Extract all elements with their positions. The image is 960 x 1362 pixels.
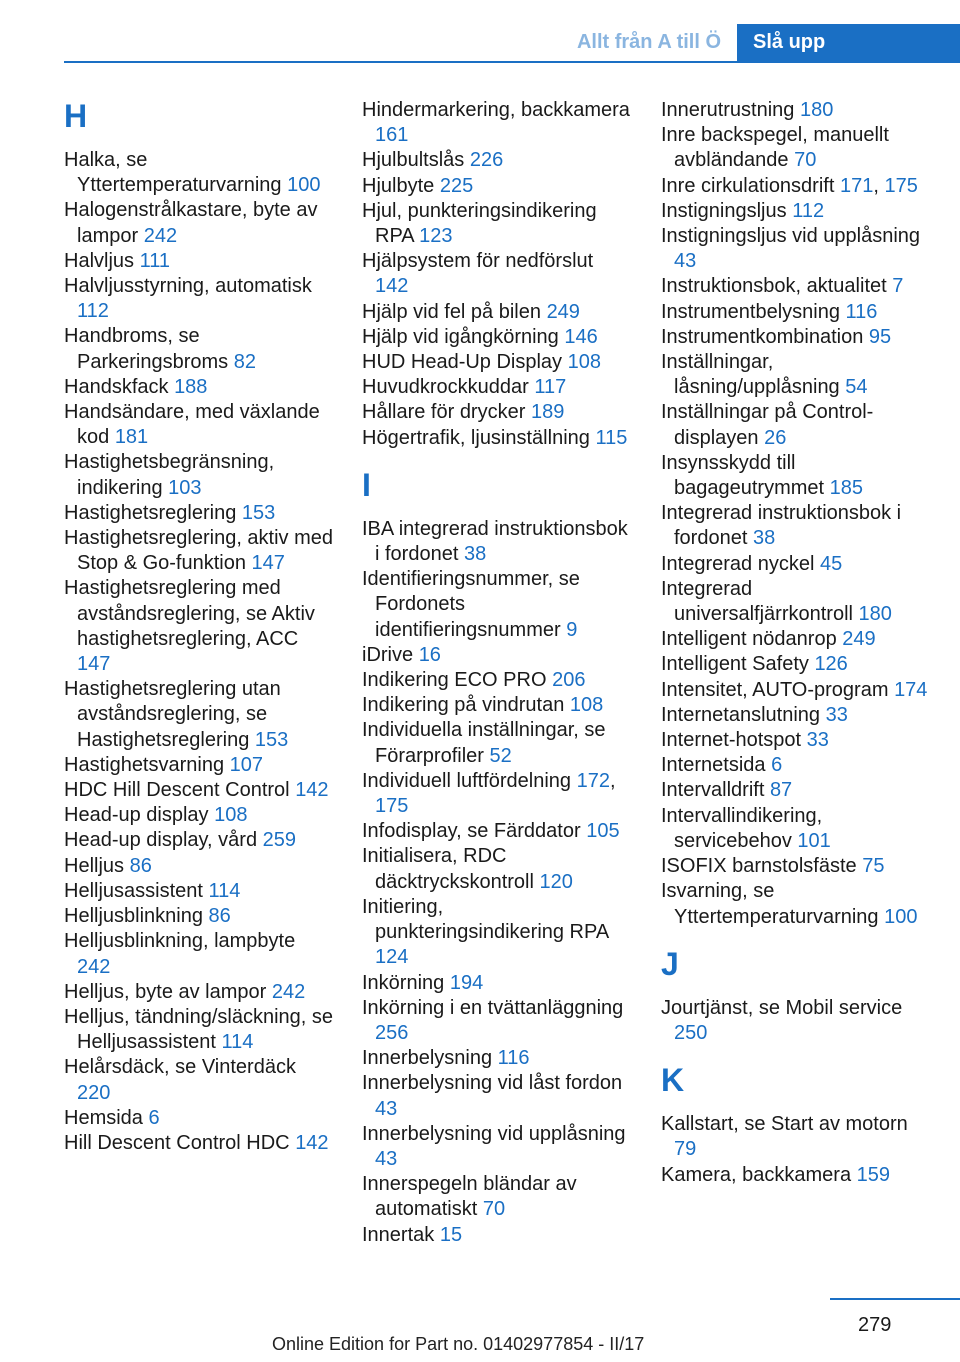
- page-link[interactable]: 100: [287, 174, 321, 197]
- page-link[interactable]: 16: [418, 643, 441, 666]
- index-entry-text: Inre cirkulationsdrift: [661, 174, 835, 197]
- page-link[interactable]: 45: [819, 552, 843, 575]
- index-entry-text: Hindermarkering, backkamera: [362, 99, 630, 121]
- index-entry: [64, 274, 334, 324]
- page-link[interactable]: 38: [752, 527, 776, 550]
- index-entry: [661, 627, 931, 652]
- page-link[interactable]: 79: [674, 1138, 697, 1161]
- index-entry-text: Innerspegeln bländar av automatiskt: [362, 1173, 577, 1221]
- page-link[interactable]: 103: [168, 476, 202, 499]
- page-link[interactable]: 225: [439, 174, 474, 197]
- section-tab[interactable]: Allt från A till Ö: [563, 24, 735, 61]
- page-link[interactable]: 33: [806, 729, 829, 752]
- index-entry-text: IBA integrerad instruktionsbok i fordonet: [362, 517, 628, 566]
- index-entry-text: Hastighetsvarning: [64, 753, 225, 776]
- index-entry: Inre cirkulationsdrift 171, 175: [661, 174, 918, 197]
- page-link[interactable]: 147: [77, 653, 111, 676]
- index-entry: [661, 274, 931, 299]
- page-link[interactable]: 126: [814, 653, 848, 676]
- index-entry-text: Innerbelysning vid upplåsning: [362, 1122, 626, 1145]
- index-entry-text: Inkörning: [362, 971, 445, 994]
- index-entry: [661, 778, 931, 803]
- page-link[interactable]: 180: [799, 99, 834, 121]
- page-link[interactable]: 142: [375, 275, 409, 298]
- index-entry-text: Internet-hotspot: [661, 729, 802, 752]
- index-entry: [362, 249, 632, 299]
- page-link[interactable]: 112: [77, 300, 109, 323]
- index-entry: [64, 1055, 334, 1105]
- index-entry: [362, 1071, 632, 1121]
- index-entry-text: ISOFIX barnstolsfäste: [661, 855, 857, 878]
- index-letter-heading: K: [661, 1062, 685, 1099]
- index-entry-text: Internetsida: [661, 754, 766, 777]
- index-entry: [362, 174, 632, 199]
- index-entry-text: Integrerad instruktionsbok i fordonet: [661, 502, 902, 550]
- index-entry: [64, 324, 334, 374]
- index-entry-text: Intervalldrift: [661, 779, 765, 802]
- index-entry: [362, 643, 632, 668]
- index-entry-text: Inkörning i en tvättanläggning: [362, 996, 624, 1019]
- index-entry-text: Hållare för drycker: [362, 401, 526, 424]
- index-entry-text: Hjulbyte: [362, 174, 435, 197]
- page-link[interactable]: 159: [856, 1163, 891, 1186]
- index-entry: [64, 1131, 334, 1156]
- index-entry: [661, 224, 931, 274]
- index-entry: [64, 753, 334, 778]
- page-link[interactable]: 171: [839, 174, 874, 197]
- page-link[interactable]: 75: [862, 855, 885, 878]
- index-entry: [362, 148, 632, 173]
- page-link[interactable]: 259: [262, 829, 297, 852]
- index-entry-text: HDC Hill Descent Control: [64, 779, 290, 802]
- index-entry-text: Inställningar på Control-displayen: [661, 401, 874, 449]
- index-entry-text: Innerutrustning: [661, 99, 795, 121]
- page-link[interactable]: 38: [463, 543, 487, 566]
- page-link[interactable]: 105: [586, 820, 620, 843]
- index-entry: [661, 350, 931, 400]
- page-link[interactable]: 100: [884, 905, 918, 928]
- index-entry: [362, 819, 632, 844]
- index-entry-text: Helljusblinkning, lampbyte: [64, 930, 296, 953]
- index-entry: [661, 98, 931, 123]
- index-entry-text: Innertak: [362, 1223, 435, 1246]
- page-link[interactable]: 181: [114, 426, 149, 449]
- index-entry-text: Integrerad universalfjärrkontroll: [661, 577, 853, 626]
- index-entry-text: iDrive: [362, 643, 414, 666]
- page-link[interactable]: 180: [858, 603, 892, 626]
- index-letter-heading: I: [362, 466, 371, 503]
- page-link[interactable]: 86: [208, 905, 231, 928]
- page-link[interactable]: 114: [208, 879, 241, 902]
- page-link[interactable]: 242: [271, 980, 306, 1003]
- index-column-1: [64, 98, 334, 1156]
- index-entry-text: Hastighetsreglering: [64, 501, 237, 524]
- index-entry-text: Indikering på vindrutan: [362, 694, 565, 717]
- index-entry-text: Instrumentbelysning: [661, 300, 840, 323]
- index-entry: [661, 753, 931, 778]
- index-entry-text: Högertrafik, ljusinställning: [362, 426, 590, 449]
- index-entry-text: Hjälp vid fel på bilen: [362, 300, 541, 323]
- page-number: 279: [858, 1314, 892, 1336]
- index-entry-text: Halvljus: [64, 249, 135, 272]
- index-entry: [64, 929, 334, 979]
- index-entry: [661, 854, 931, 879]
- page-link[interactable]: 82: [233, 350, 256, 373]
- index-entry-text: Insynsskydd till bagageutrymmet: [661, 451, 825, 500]
- index-column-3: [661, 98, 931, 1188]
- index-entry-text: Initiering, punkteringsindikering RPA: [362, 895, 609, 944]
- page-link[interactable]: 33: [825, 703, 848, 726]
- index-entry: [362, 996, 632, 1046]
- page-link[interactable]: 87: [769, 779, 793, 802]
- lookup-tab[interactable]: Slå upp: [737, 24, 960, 61]
- index-entry-text: Intervallindikering, servicebehov: [661, 804, 823, 852]
- page-link[interactable]: 26: [764, 426, 787, 449]
- index-entry: [661, 451, 931, 501]
- page-link[interactable]: 226: [469, 149, 504, 172]
- page-link[interactable]: 108: [214, 804, 248, 827]
- index-entry-text: Handbroms, se Parkeringsbroms: [64, 325, 229, 373]
- index-entry: [64, 501, 334, 526]
- index-entry: [362, 517, 632, 567]
- index-entry: [64, 854, 334, 879]
- index-entry-text: Hastighetsbegränsning, indikering: [64, 451, 275, 499]
- page-link[interactable]: 249: [842, 628, 876, 651]
- page-link[interactable]: 111: [139, 249, 170, 272]
- page-link[interactable]: 95: [868, 325, 892, 348]
- page-link[interactable]: 194: [449, 971, 484, 994]
- index-entry-text: Helljusblinkning: [64, 905, 203, 928]
- index-entry-text: Individuella inställningar, se Förarprofiler: [362, 719, 606, 767]
- footer-rule: [830, 1298, 960, 1300]
- index-entry: [362, 1223, 632, 1248]
- index-entry: [64, 375, 334, 400]
- index-entry-text: Intelligent Safety: [661, 653, 809, 676]
- index-entry: [661, 400, 931, 450]
- index-entry: [661, 123, 931, 173]
- index-column-2: [362, 98, 632, 1248]
- index-entry: [661, 501, 931, 551]
- index-entry-text: Halka, se Yttertemperaturvarning: [64, 149, 282, 197]
- page-link[interactable]: 108: [567, 351, 601, 374]
- page-link[interactable]: 161: [375, 124, 409, 147]
- index-entry-text: Instigningsljus: [661, 199, 787, 222]
- index-entry: [661, 678, 931, 703]
- index-entry: [362, 350, 632, 375]
- page-link[interactable]: 115: [595, 426, 628, 449]
- index-entry: [64, 778, 334, 803]
- index-entry-text: Hjälpsystem för nedförslut: [362, 250, 594, 273]
- index-entry: [64, 904, 334, 929]
- index-entry-text: Kallstart, se Start av motorn: [661, 1113, 908, 1136]
- index-entry: Individuell luftfördelning 172, 175: [362, 769, 616, 818]
- edition-footer: Online Edition for Part no. 01402977854 - II/17: [272, 1334, 645, 1354]
- index-entry: [64, 1106, 334, 1131]
- page-link[interactable]: 174: [894, 678, 928, 701]
- index-entry: [64, 803, 334, 828]
- page-link[interactable]: 220: [77, 1081, 111, 1104]
- page-link[interactable]: 120: [539, 870, 573, 893]
- page-link[interactable]: 256: [375, 1021, 409, 1044]
- index-entry-text: Instigningsljus vid upplåsning: [661, 225, 921, 248]
- index-entry: [64, 198, 334, 248]
- index-entry-text: Hjälp vid igångkörning: [362, 325, 559, 348]
- index-entry-text: Kamera, backkamera: [661, 1163, 852, 1186]
- index-entry-text: Handsändare, med växlande kod: [64, 401, 320, 449]
- page-link[interactable]: 242: [77, 955, 111, 978]
- index-entry: [362, 375, 632, 400]
- page-link[interactable]: 153: [241, 501, 276, 524]
- page-link[interactable]: 86: [129, 854, 152, 877]
- index-entry: [661, 325, 931, 350]
- index-entry: [362, 668, 632, 693]
- page-link[interactable]: 70: [482, 1198, 506, 1221]
- index-entry: [64, 526, 334, 576]
- page-link[interactable]: 142: [295, 1131, 329, 1154]
- index-entry: [64, 828, 334, 853]
- index-entry-text: Head-up display: [64, 804, 209, 827]
- index-entry: [661, 996, 931, 1046]
- index-entry: [661, 577, 931, 627]
- index-entry-text: Inställningar, låsning/upplåsning: [661, 351, 840, 399]
- page-link[interactable]: 146: [564, 325, 598, 348]
- index-entry-text: Internetanslutning: [661, 703, 821, 726]
- index-entry: [362, 718, 632, 768]
- index-entry: [362, 971, 632, 996]
- page-link[interactable]: 142: [295, 779, 329, 802]
- index-entry-text: Indikering ECO PRO: [362, 669, 547, 692]
- index-entry: [64, 576, 334, 677]
- index-entry: [64, 148, 334, 198]
- header-rule: [64, 61, 960, 63]
- index-letter-heading: J: [661, 945, 679, 982]
- index-entry: [64, 879, 334, 904]
- index-entry-text: Handskfack: [64, 375, 169, 398]
- page-link[interactable]: 6: [148, 1106, 160, 1129]
- page-link[interactable]: 7: [892, 275, 904, 298]
- page-link[interactable]: 43: [674, 250, 697, 273]
- index-entry-text: Hastighetsreglering utan avståndsreglering, se Hastighetsreglering: [64, 678, 281, 751]
- page-link[interactable]: 249: [546, 300, 580, 323]
- index-entry-text: Hjul, punkteringsindikering RPA: [362, 199, 597, 248]
- page-link[interactable]: 189: [530, 401, 565, 424]
- page-link[interactable]: 250: [674, 1021, 708, 1044]
- index-entry-text: Instruktionsbok, aktualitet: [661, 275, 887, 298]
- index-entry: [362, 300, 632, 325]
- page-link[interactable]: 6: [771, 754, 783, 777]
- page-link[interactable]: 9: [566, 618, 578, 641]
- index-entry: [64, 677, 334, 753]
- index-entry: [362, 567, 632, 643]
- index-entry: [661, 728, 931, 753]
- page-link[interactable]: 123: [419, 225, 453, 248]
- index-entry: [362, 844, 632, 894]
- page-link[interactable]: 242: [143, 224, 178, 247]
- index-entry: [64, 400, 334, 450]
- index-entry: [661, 703, 931, 728]
- index-entry-text: Helårsdäck, se Vinterdäck: [64, 1056, 296, 1079]
- index-entry-text: Intensitet, AUTO-program: [661, 678, 889, 701]
- index-letter-heading: H: [64, 98, 88, 134]
- index-entry-text: Isvarning, se Yttertemperaturvarning: [661, 880, 879, 928]
- page-link[interactable]: 43: [375, 1097, 398, 1120]
- index-entry: [362, 98, 632, 148]
- index-entry: [64, 249, 334, 274]
- index-entry: [362, 895, 632, 971]
- page-link[interactable]: 114: [221, 1031, 254, 1054]
- index-entry: [362, 1122, 632, 1172]
- index-entry-text: Halvljusstyrning, automatisk: [64, 275, 312, 298]
- page-link[interactable]: 188: [174, 375, 208, 398]
- index-entry: [362, 693, 632, 718]
- index-entry: [362, 1046, 632, 1071]
- index-entry: [661, 804, 931, 854]
- index-entry-text: Jourtjänst, se Mobil service: [661, 996, 903, 1019]
- index-entry-text: Huvudkrockkuddar: [362, 376, 529, 399]
- page-link[interactable]: 15: [439, 1223, 463, 1246]
- index-entry: [661, 552, 931, 577]
- index-entry-text: Helljus, byte av lampor: [64, 980, 267, 1003]
- index-entry: [661, 199, 931, 224]
- index-entry-text: Inre backspegel, manuellt avbländande: [661, 124, 889, 172]
- page-link[interactable]: 43: [375, 1147, 398, 1170]
- index-entry-text: Identifieringsnummer, se Fordonets identifieringsnummer: [362, 568, 580, 641]
- page-link[interactable]: 147: [251, 552, 285, 575]
- page-link[interactable]: 153: [254, 728, 289, 751]
- index-entry: [362, 400, 632, 425]
- index-entry-text: Halogenstrålkastare, byte av lampor: [64, 199, 318, 247]
- index-entry-text: Instrumentkombination: [661, 325, 864, 348]
- index-entry-text: Hill Descent Control HDC: [64, 1131, 290, 1154]
- index-entry-text: HUD Head-Up Display: [362, 351, 563, 374]
- index-entry: [661, 300, 931, 325]
- index-entry-text: Initialisera, RDC däcktryckskontroll: [362, 845, 534, 893]
- page-link[interactable]: 70: [794, 149, 817, 172]
- index-entry: [64, 980, 334, 1005]
- index-entry-text: Infodisplay, se Färddator: [362, 820, 581, 843]
- index-entry-text: Integrerad nyckel: [661, 552, 815, 575]
- index-entry: [661, 1163, 931, 1188]
- page-link[interactable]: 116: [497, 1047, 530, 1070]
- index-entry-text: Individuell luftfördelning: [362, 769, 572, 792]
- index-entry: [64, 450, 334, 500]
- page-link[interactable]: 116: [845, 300, 878, 323]
- index-entry: [362, 426, 632, 451]
- index-entry: [661, 879, 931, 929]
- page-link[interactable]: 175: [884, 174, 918, 197]
- index-entry-text: Helljus: [64, 854, 125, 877]
- index-entry: [64, 1005, 334, 1055]
- index-entry-text: Innerbelysning: [362, 1047, 493, 1070]
- page-link[interactable]: 108: [569, 694, 604, 717]
- index-entry: [362, 199, 632, 249]
- index-entry-text: Helljus, tändning/släckning, se Helljusassistent: [64, 1005, 334, 1054]
- page-link[interactable]: 112: [792, 199, 825, 222]
- index-entry-text: Intelligent nödanrop: [661, 628, 837, 651]
- page-link[interactable]: 185: [829, 477, 864, 500]
- index-entry-text: Hemsida: [64, 1106, 143, 1129]
- page-link[interactable]: 107: [229, 753, 264, 776]
- page-link[interactable]: 101: [797, 829, 831, 852]
- index-entry-text: Innerbelysning vid låst fordon: [362, 1072, 623, 1095]
- index-entry: [362, 325, 632, 350]
- page-link[interactable]: 206: [552, 669, 586, 692]
- index-entry-text: Hastighetsreglering, aktiv med Stop & Go-funktion: [64, 527, 334, 575]
- page-link[interactable]: 117: [534, 376, 567, 399]
- index-entry: [661, 652, 931, 677]
- page-link[interactable]: 54: [845, 376, 868, 399]
- index-entry-text: Hjulbultslås: [362, 149, 465, 172]
- page-link[interactable]: 52: [489, 744, 512, 767]
- index-entry: [661, 1112, 931, 1162]
- index-entry-text: Hastighetsreglering med avståndsreglering, se Aktiv hastighetsreglering, ACC: [64, 577, 315, 650]
- index-entry-text: Head-up display, vård: [64, 829, 258, 852]
- index-entry: [362, 1172, 632, 1222]
- page-link[interactable]: 172: [576, 769, 610, 792]
- page-link[interactable]: 124: [375, 946, 409, 969]
- page-link[interactable]: 175: [375, 795, 409, 818]
- index-entry-text: Helljusassistent: [64, 879, 203, 902]
